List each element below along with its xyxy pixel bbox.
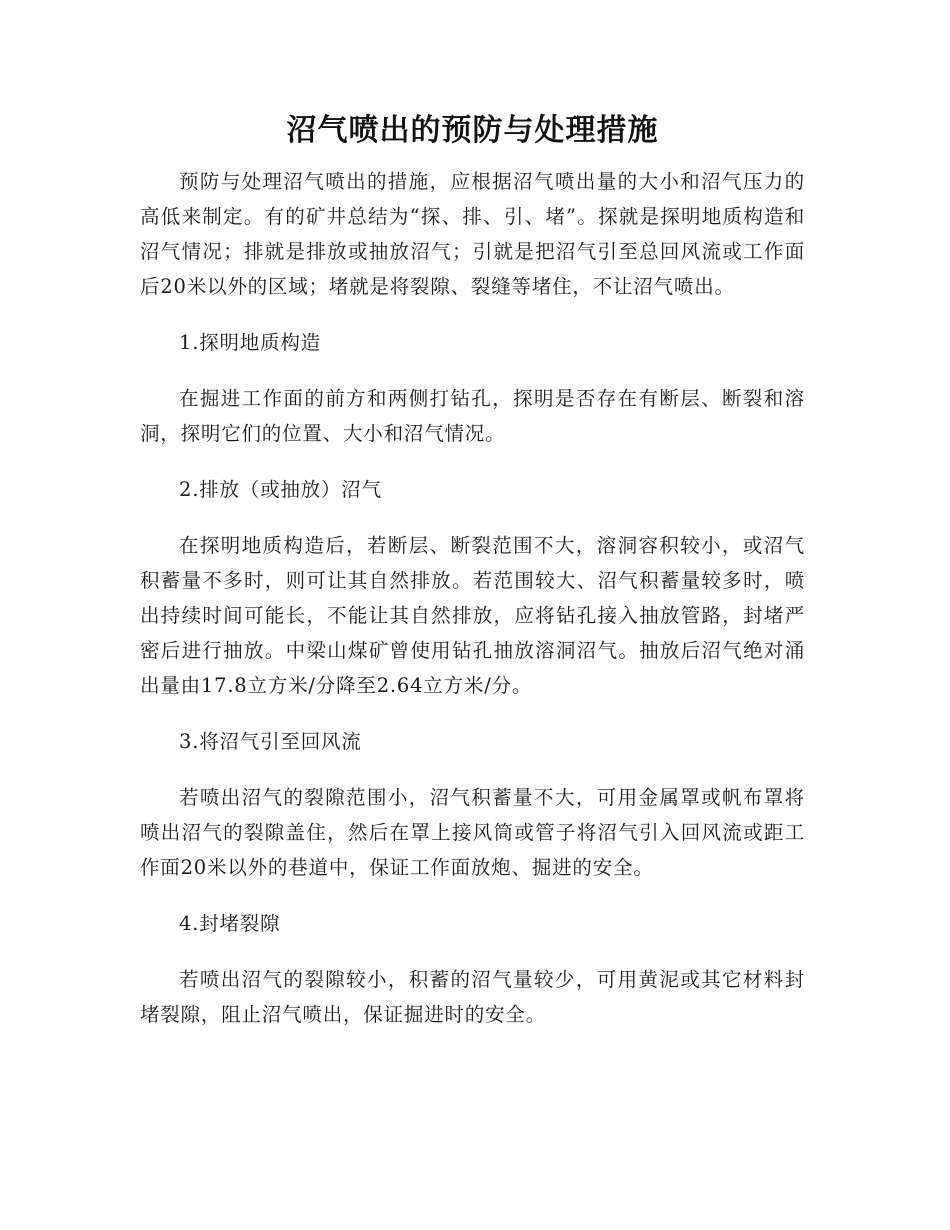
document-body	[140, 108, 805, 1032]
document-title: 沼气喷出的预防与处理措施	[286, 113, 659, 148]
section-body-3: 若喷出沼气的裂隙范围小，沼气积蓄量不大，可用金属罩或帆布罩将喷出沼气的裂隙盖住，然后在罩上接风筒或管子将沼气引入回风流或距工作面20米以外的巷道中，保证工作面放炮、掘进的安全。	[140, 786, 805, 879]
section-heading-2: 2.排放（或抽放）沼气	[179, 478, 382, 501]
section-body-4: 若喷出沼气的裂隙较小，积蓄的沼气量较少，可用黄泥或其它材料封堵裂隙，阻止沼气喷出，保证掘进时的安全。	[140, 968, 805, 1026]
section-heading-1: 1.探明地质构造	[179, 331, 322, 354]
intro-paragraph: 预防与处理沼气喷出的措施，应根据沼气喷出量的大小和沼气压力的高低来制定。有的矿井总结为“探、排、引、堵”。探就是探明地质构造和沼气情况；排就是排放或抽放沼气；引就是把沼气引至总回风流或工作面后20米以外的区域；堵就是将裂隙、裂缝等堵住，不让沼气喷出。	[140, 170, 805, 298]
section-body-2: 在探明地质构造后，若断层、断裂范围不大，溶洞容积较小，或沼气积蓄量不多时，则可让其自然排放。若范围较大、沼气积蓄量较多时，喷出持续时间可能长，不能让其自然排放，应将钻孔接入抽放管路，封堵严密后进行抽放。中梁山煤矿曾使用钻孔抽放溶洞沼气。抽放后沼气绝对涌出量由17.8立方米/分降至2.64立方米/分。	[140, 534, 805, 697]
section-heading-4: 4.封堵裂隙	[179, 912, 281, 935]
section-body-1: 在掘进工作面的前方和两侧打钻孔，探明是否存在有断层、断裂和溶洞，探明它们的位置、大小和沼气情况。	[140, 387, 805, 445]
section-heading-3: 3.将沼气引至回风流	[179, 730, 362, 753]
